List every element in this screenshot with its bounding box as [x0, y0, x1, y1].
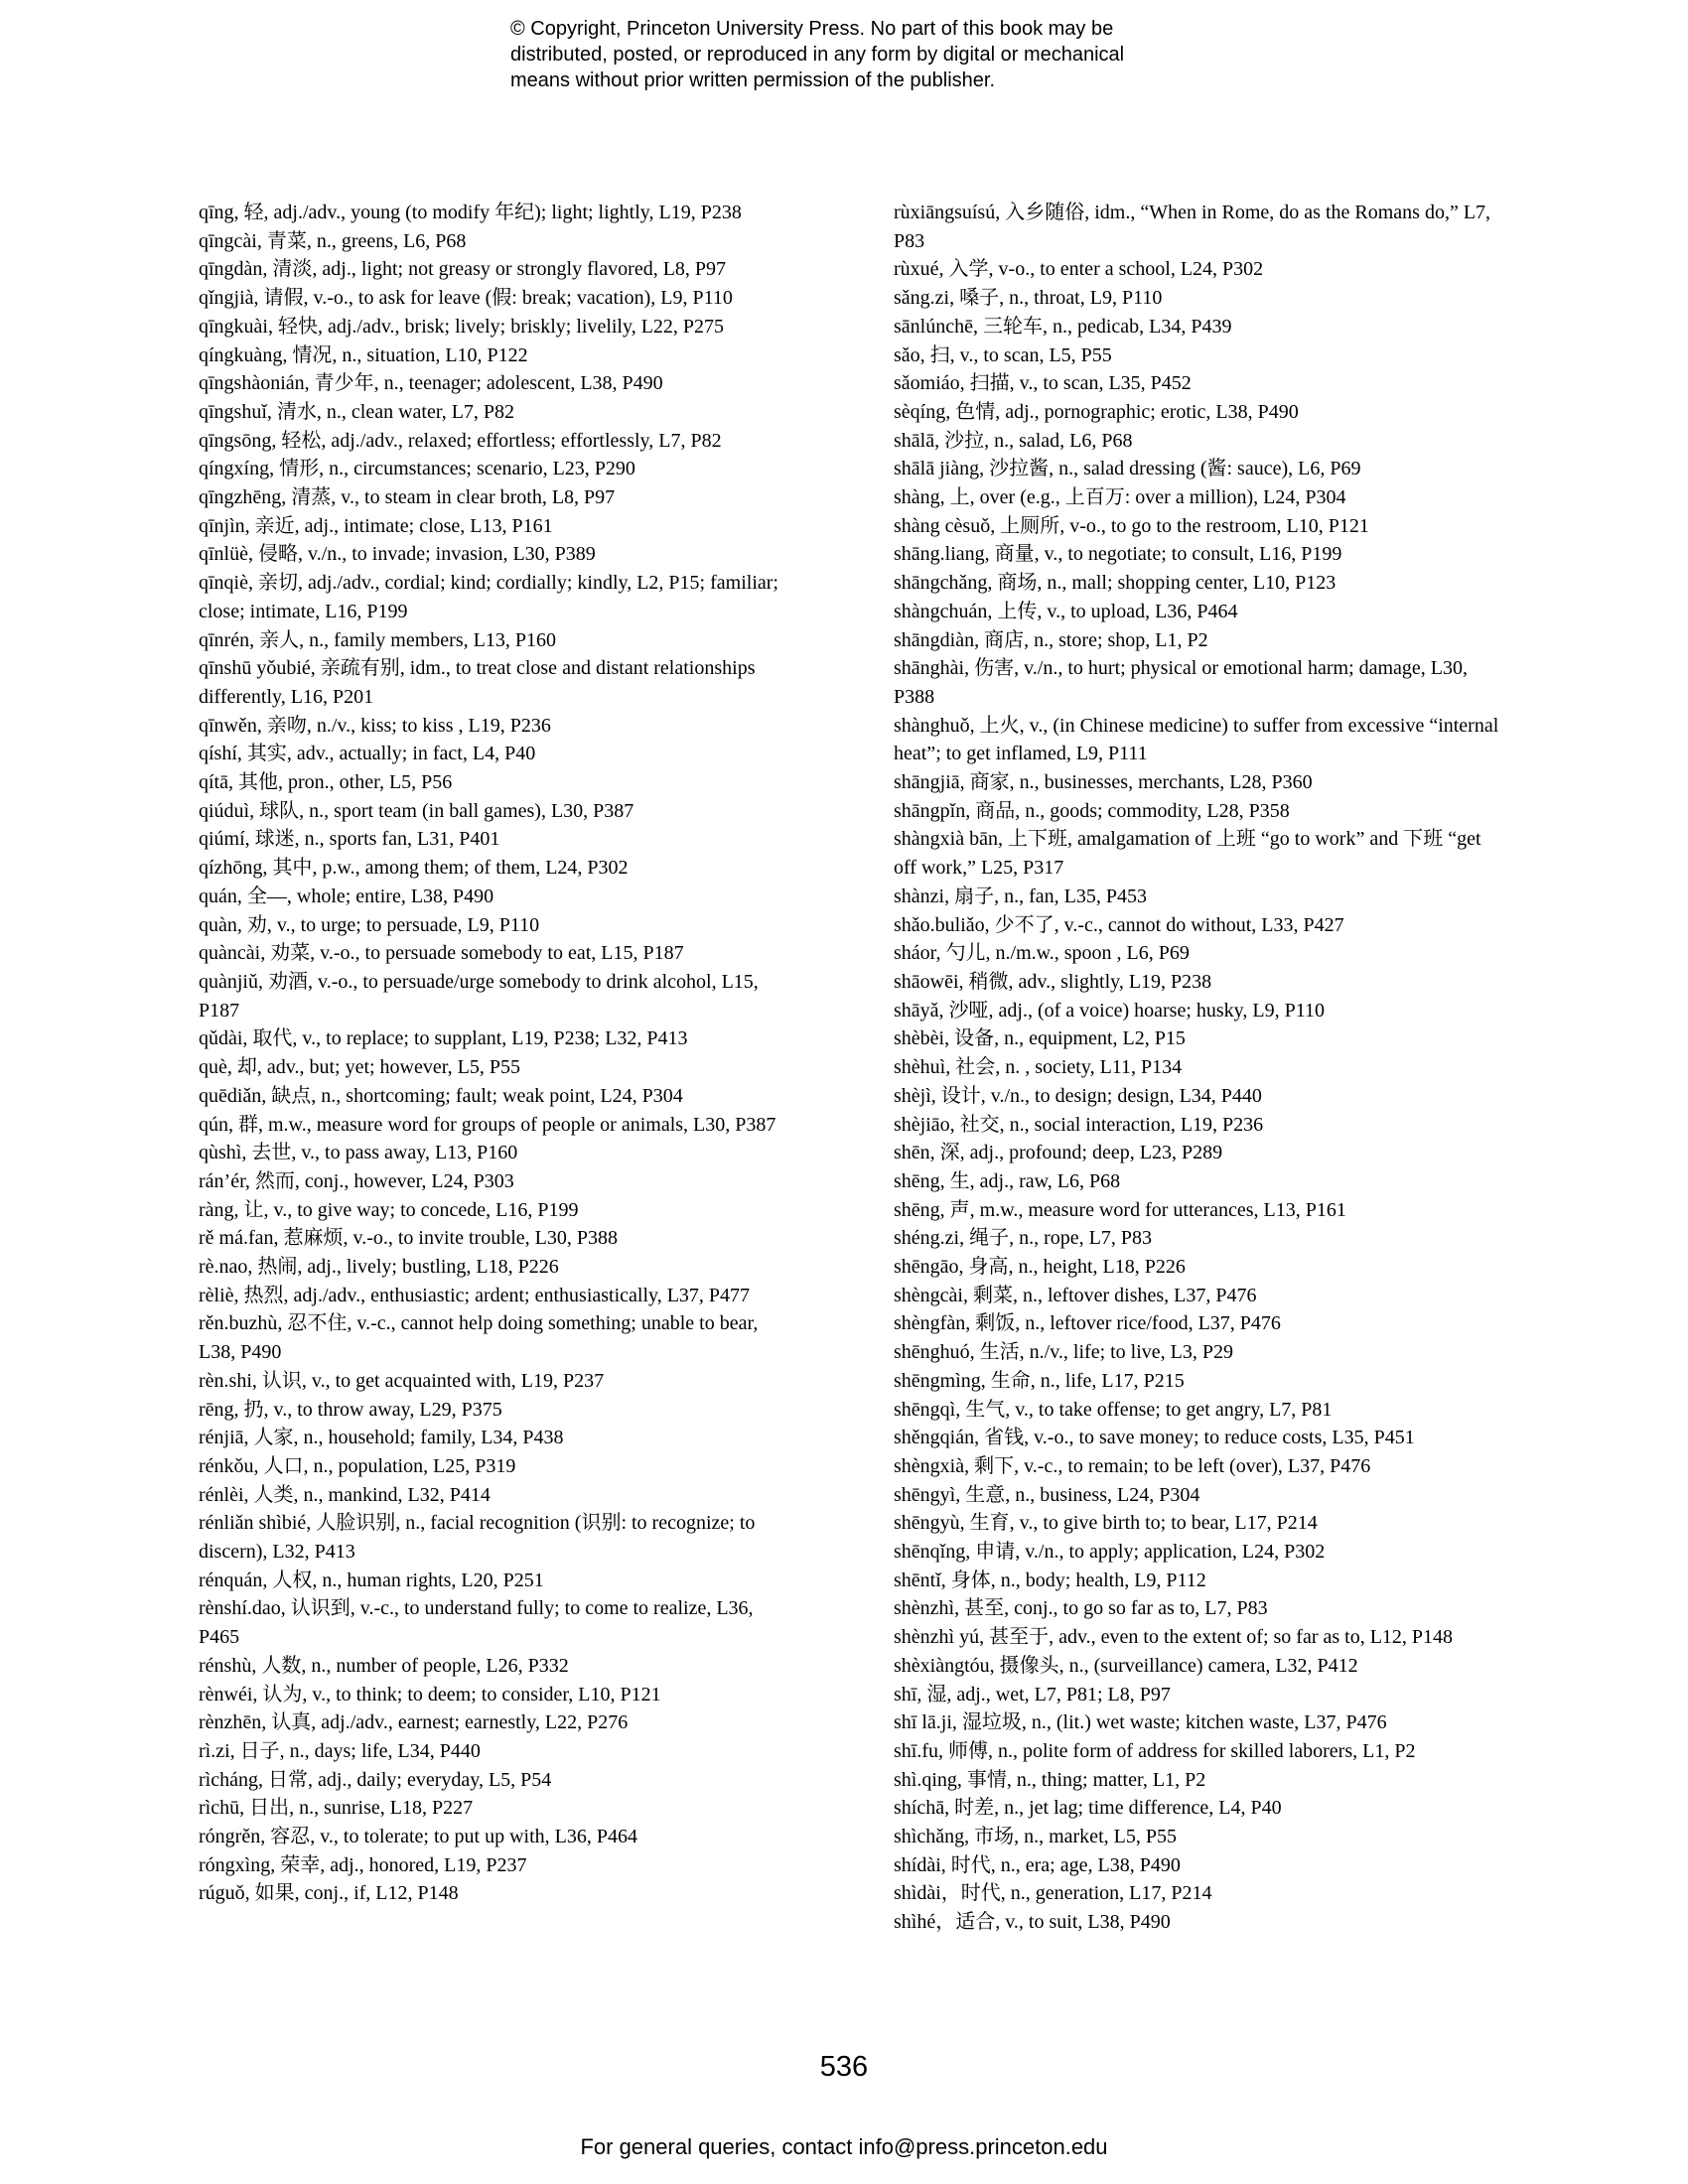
- glossary-entry: shēnqǐng, 申请, v./n., to apply; application, L24, P302: [894, 1541, 1326, 1564]
- glossary-entry: shāyǎ, 沙哑, adj., (of a voice) hoarse; husky, L9, P110: [894, 999, 1325, 1022]
- copyright-line: distributed, posted, or reproduced in any form by digital or mechanical: [510, 44, 1125, 66]
- glossary-entry: quán, 全—, whole; entire, L38, P490: [199, 885, 494, 907]
- glossary-entry: rènzhēn, 认真, adj./adv., earnest; earnestly, L22, P276: [199, 1711, 629, 1734]
- glossary-entry: shēntǐ, 身体, n., body; health, L9, P112: [894, 1569, 1206, 1591]
- glossary-entry: sǎo, 扫, v., to scan, L5, P55: [894, 343, 1112, 366]
- glossary-entry: shēng, 声, m.w., measure word for utterances, L13, P161: [894, 1198, 1346, 1221]
- glossary-entry: sǎng.zi, 嗓子, n., throat, L9, P110: [894, 287, 1163, 310]
- glossary-entry: shèxiàngtóu, 摄像头, n., (surveillance) camera, L32, P412: [894, 1654, 1358, 1677]
- glossary-entry: qīnjìn, 亲近, adj., intimate; close, L13, P161: [199, 514, 553, 537]
- glossary-entry: shàng, 上, over (e.g., 上百万: over a million), L24, P304: [894, 486, 1346, 509]
- glossary-entry: rè.nao, 热闹, adj., lively; bustling, L18, P226: [199, 1256, 559, 1279]
- copyright-notice: [510, 16, 1225, 93]
- glossary-entry: sèqíng, 色情, adj., pornographic; erotic, L38, P490: [894, 400, 1299, 423]
- glossary-entry: shēngyù, 生育, v., to give birth to; to bear, L17, P214: [894, 1512, 1318, 1535]
- glossary-entry: rēng, 扔, v., to throw away, L29, P375: [199, 1398, 502, 1421]
- glossary-entry: quànjiǔ, 劝酒, v.-o., to persuade/urge somebody to drink alcohol, L15, P187: [199, 970, 759, 1022]
- glossary-entry: shāngchǎng, 商场, n., mall; shopping center, L10, P123: [894, 572, 1336, 595]
- glossary-entry: qǐngjià, 请假, v.-o., to ask for leave (假: break; vacation), L9, P110: [199, 287, 733, 310]
- glossary-entry: shàng cèsuǒ, 上厕所, v-o., to go to the restroom, L10, P121: [894, 514, 1369, 537]
- glossary-entry: shànzi, 扇子, n., fan, L35, P453: [894, 885, 1147, 907]
- footer-contact: For general queries, contact info@press.princeton.edu: [580, 2134, 1108, 2159]
- glossary-entry: shēngāo, 身高, n., height, L18, P226: [894, 1256, 1186, 1279]
- glossary-entry: shāowēi, 稍微, adv., slightly, L19, P238: [894, 970, 1212, 993]
- glossary-entry: rìcháng, 日常, adj., daily; everyday, L5, P54: [199, 1768, 552, 1791]
- glossary-entry: qīnwěn, 亲吻, n./v., kiss; to kiss , L19, P236: [199, 714, 551, 737]
- glossary-entry: shī lā.ji, 湿垃圾, n., (lit.) wet waste; kitchen waste, L37, P476: [894, 1711, 1387, 1734]
- glossary-entry: qīngshàonián, 青少年, n., teenager; adolescent, L38, P490: [199, 372, 663, 395]
- glossary-entry: shāngpǐn, 商品, n., goods; commodity, L28, P358: [894, 799, 1290, 822]
- glossary-entry: sǎomiáo, 扫描, v., to scan, L35, P452: [894, 372, 1192, 395]
- glossary-entry: shēngqì, 生气, v., to take offense; to get angry, L7, P81: [894, 1398, 1333, 1421]
- glossary-entry: shènzhì, 甚至, conj., to go so far as to, L7, P83: [894, 1597, 1268, 1620]
- glossary-entry: qízhōng, 其中, p.w., among them; of them, L24, P302: [199, 857, 629, 880]
- glossary-entry: shèngfàn, 剩饭, n., leftover rice/food, L37, P476: [894, 1312, 1281, 1335]
- glossary-entry: qīnlüè, 侵略, v./n., to invade; invasion, L30, P389: [199, 543, 596, 566]
- glossary-entry: shèhuì, 社会, n. , society, L11, P134: [894, 1056, 1183, 1079]
- glossary-entry: quàn, 劝, v., to urge; to persuade, L9, P110: [199, 913, 540, 936]
- glossary-entry: shāngjiā, 商家, n., businesses, merchants, L28, P360: [894, 771, 1313, 794]
- glossary-entry: shìdài，时代, n., generation, L17, P214: [894, 1882, 1212, 1905]
- glossary-entry: qǔdài, 取代, v., to replace; to supplant, L19, P238; L32, P413: [199, 1027, 688, 1050]
- glossary-entry: rì.zi, 日子, n., days; life, L34, P440: [199, 1739, 481, 1762]
- glossary-entry: rénliǎn shìbié, 人脸识别, n., facial recognition (识别: to recognize; to discern), L32, P413: [199, 1512, 756, 1564]
- glossary-entry: shī, 湿, adj., wet, L7, P81; L8, P97: [894, 1683, 1171, 1706]
- glossary-entry: rènwéi, 认为, v., to think; to deem; to consider, L10, P121: [199, 1683, 661, 1706]
- glossary-entry: rèn.shi, 认识, v., to get acquainted with, L19, P237: [199, 1369, 605, 1392]
- glossary-entry: shènzhì yú, 甚至于, adv., even to the extent of; so far as to, L12, P148: [894, 1626, 1454, 1649]
- glossary-entry: què, 却, adv., but; yet; however, L5, P55: [199, 1056, 520, 1079]
- glossary-entry: shìhé，适合, v., to suit, L38, P490: [894, 1911, 1171, 1934]
- glossary-entry: qiúduì, 球队, n., sport team (in ball games), L30, P387: [199, 799, 634, 822]
- glossary-entry: rénshù, 人数, n., number of people, L26, P332: [199, 1654, 569, 1677]
- glossary-entry: róngxìng, 荣幸, adj., honored, L19, P237: [199, 1853, 527, 1876]
- glossary-entry: shālā jiàng, 沙拉酱, n., salad dressing (酱: sauce), L6, P69: [894, 458, 1361, 480]
- glossary-entry: qùshì, 去世, v., to pass away, L13, P160: [199, 1142, 518, 1164]
- glossary-entry: shēn, 深, adj., profound; deep, L23, P289: [894, 1142, 1223, 1164]
- glossary-entry: qiúmí, 球迷, n., sports fan, L31, P401: [199, 828, 500, 851]
- glossary-entry: shèngxià, 剩下, v.-c., to remain; to be left (over), L37, P476: [894, 1454, 1371, 1477]
- copyright-line: © Copyright, Princeton University Press. No part of this book may be: [510, 18, 1114, 40]
- glossary-entry: shàngxià bān, 上下班, amalgamation of 上班 “go to work” and 下班 “get off work,” L25, P317: [894, 828, 1481, 880]
- glossary-entry: rénlèi, 人类, n., mankind, L32, P414: [199, 1483, 491, 1506]
- glossary-entry: sānlúnchē, 三轮车, n., pedicab, L34, P439: [894, 315, 1232, 338]
- glossary-entry: rěn.buzhù, 忍不住, v.-c., cannot help doing something; unable to bear, L38, P490: [199, 1312, 759, 1364]
- glossary-entry: qítā, 其他, pron., other, L5, P56: [199, 771, 453, 794]
- glossary-entry: qīngcài, 青菜, n., greens, L6, P68: [199, 229, 467, 252]
- glossary-entry: rě má.fan, 惹麻烦, v.-o., to invite trouble, L30, P388: [199, 1227, 618, 1250]
- glossary-entry: qīnqiè, 亲切, adj./adv., cordial; kind; cordially; kindly, L2, P15; familiar; close; intimate, L16, P199: [199, 572, 778, 622]
- glossary-entry: shàngchuán, 上传, v., to upload, L36, P464: [894, 600, 1238, 622]
- glossary-entry: rán’ér, 然而, conj., however, L24, P303: [199, 1169, 514, 1192]
- glossary-entry: qīngzhēng, 清蒸, v., to steam in clear broth, L8, P97: [199, 486, 616, 509]
- glossary-entry: shī.fu, 师傅, n., polite form of address for skilled laborers, L1, P2: [894, 1739, 1416, 1762]
- glossary-entry: shěngqián, 省钱, v.-o., to save money; to reduce costs, L35, P451: [894, 1427, 1415, 1449]
- glossary-entry: rùxiāngsuísú, 入乡随俗, idm., “When in Rome, do as the Romans do,” L7, P83: [894, 202, 1491, 252]
- glossary-entry: qīngdàn, 清淡, adj., light; not greasy or strongly flavored, L8, P97: [199, 258, 727, 281]
- glossary-entry: shíchā, 时差, n., jet lag; time difference, L4, P40: [894, 1797, 1282, 1820]
- glossary-entry: qīngsōng, 轻松, adj./adv., relaxed; effortless; effortlessly, L7, P82: [199, 429, 722, 452]
- glossary-entry: qún, 群, m.w., measure word for groups of people or animals, L30, P387: [199, 1113, 776, 1136]
- glossary-entry: rúguǒ, 如果, conj., if, L12, P148: [199, 1882, 459, 1905]
- glossary-entry: shāng.liang, 商量, v., to negotiate; to consult, L16, P199: [894, 543, 1342, 566]
- copyright-line: means without prior written permission of the publisher.: [510, 69, 996, 91]
- glossary-entry: shì.qing, 事情, n., thing; matter, L1, P2: [894, 1768, 1206, 1791]
- glossary-entry: rènshí.dao, 认识到, v.-c., to understand fully; to come to realize, L36, P465: [199, 1597, 754, 1649]
- glossary-entry: shídài, 时代, n., era; age, L38, P490: [894, 1853, 1181, 1876]
- glossary-entry: sháor, 勺儿, n./m.w., spoon , L6, P69: [894, 942, 1190, 965]
- glossary-entry: rénquán, 人权, n., human rights, L20, P251: [199, 1569, 544, 1591]
- glossary-entry: rénkǒu, 人口, n., population, L25, P319: [199, 1454, 516, 1477]
- glossary-entry: shēng, 生, adj., raw, L6, P68: [894, 1169, 1121, 1192]
- glossary-entry: rénjiā, 人家, n., household; family, L34, P438: [199, 1427, 564, 1449]
- glossary-entry: shāngdiàn, 商店, n., store; shop, L1, P2: [894, 628, 1208, 651]
- glossary-entry: qīng, 轻, adj./adv., young (to modify 年纪); light; lightly, L19, P238: [199, 202, 742, 223]
- glossary-entry: rèliè, 热烈, adj./adv., enthusiastic; ardent; enthusiastically, L37, P477: [199, 1284, 751, 1306]
- glossary-entry: shānghài, 伤害, v./n., to hurt; physical or emotional harm; damage, L30, P388: [894, 657, 1469, 708]
- glossary-entry: shǎo.buliǎo, 少不了, v.-c., cannot do without, L33, P427: [894, 913, 1344, 936]
- glossary-entry: rùxué, 入学, v-o., to enter a school, L24, P302: [894, 258, 1264, 281]
- glossary-entry: shālā, 沙拉, n., salad, L6, P68: [894, 429, 1133, 452]
- glossary-entry: qīnshū yǒubié, 亲疏有别, idm., to treat close and distant relationships differently, L16, P201: [199, 657, 756, 708]
- glossary-entry: shànghuǒ, 上火, v., (in Chinese medicine) to suffer from excessive “internal heat”; to get inflamed, L9, P111: [894, 714, 1499, 765]
- glossary-entry: quēdiǎn, 缺点, n., shortcoming; fault; weak point, L24, P304: [199, 1084, 683, 1107]
- glossary-entry: rìchū, 日出, n., sunrise, L18, P227: [199, 1797, 474, 1820]
- glossary-entry: shèjì, 设计, v./n., to design; design, L34, P440: [894, 1084, 1262, 1107]
- glossary-entry: qíshí, 其实, adv., actually; in fact, L4, P40: [199, 743, 536, 765]
- glossary-entry: shìchǎng, 市场, n., market, L5, P55: [894, 1826, 1177, 1848]
- glossary-entry: quàncài, 劝菜, v.-o., to persuade somebody to eat, L15, P187: [199, 942, 684, 965]
- glossary-entry: róngrěn, 容忍, v., to tolerate; to put up with, L36, P464: [199, 1826, 637, 1848]
- glossary-entry: qīngshuǐ, 清水, n., clean water, L7, P82: [199, 400, 515, 423]
- glossary-entry: ràng, 让, v., to give way; to concede, L16, P199: [199, 1198, 579, 1221]
- page-number: 536: [819, 2051, 869, 2083]
- glossary-entry: shèjiāo, 社交, n., social interaction, L19, P236: [894, 1113, 1264, 1136]
- glossary-entry: qīngkuài, 轻快, adj./adv., brisk; lively; briskly; livelily, L22, P275: [199, 315, 725, 338]
- glossary-column-right: [894, 199, 1499, 1937]
- glossary-entry: qíngxíng, 情形, n., circumstances; scenario, L23, P290: [199, 458, 635, 480]
- glossary-entry: shéng.zi, 绳子, n., rope, L7, P83: [894, 1227, 1152, 1250]
- glossary-entry: shèbèi, 设备, n., equipment, L2, P15: [894, 1027, 1186, 1050]
- glossary-entry: qīnrén, 亲人, n., family members, L13, P160: [199, 628, 556, 651]
- glossary-entry: qíngkuàng, 情况, n., situation, L10, P122: [199, 343, 528, 366]
- glossary-entry: shēnghuó, 生活, n./v., life; to live, L3, P29: [894, 1341, 1234, 1364]
- glossary-column-left: [199, 199, 794, 1908]
- glossary-entry: shēngmìng, 生命, n., life, L17, P215: [894, 1369, 1185, 1392]
- glossary-entry: shēngyì, 生意, n., business, L24, P304: [894, 1483, 1200, 1506]
- glossary-entry: shèngcài, 剩菜, n., leftover dishes, L37, P476: [894, 1284, 1257, 1306]
